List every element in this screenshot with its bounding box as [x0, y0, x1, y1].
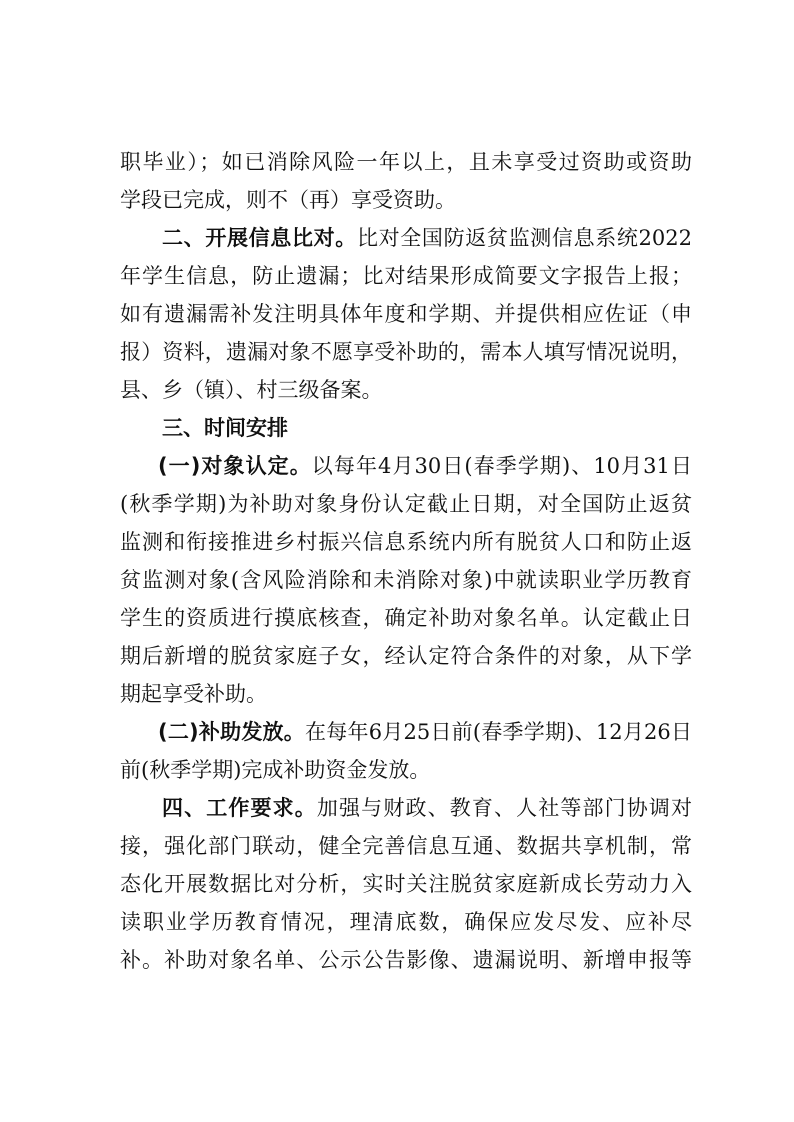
- paragraph-line: [120, 147, 692, 177]
- paragraph-line: [120, 489, 692, 519]
- paragraph-line: [120, 641, 692, 671]
- line-text: 态化开展数据比对分析，实时关注脱贫家庭新成长劳动力入: [120, 872, 692, 896]
- line-text: 前(秋季学期)完成补助资金发放。: [120, 758, 431, 782]
- line-text: 接，强化部门联动，健全完善信息互通、数据共享机制，常: [120, 834, 692, 858]
- paragraph-line: [162, 413, 692, 443]
- line-text: 比对全国防返贫监测信息系统2022: [356, 226, 692, 250]
- line-text: 贫监测对象(含风险消除和未消除对象)中就读职业学历教育: [120, 568, 692, 592]
- subsection-heading: (二)补助发放。: [158, 720, 306, 744]
- paragraph-line: [158, 717, 692, 747]
- paragraph-line: [120, 755, 692, 785]
- line-text: 加强与财政、教育、人社等部门协调对: [316, 796, 692, 820]
- line-text: 以每年4月30日(春季学期)、10月31日: [311, 454, 692, 478]
- line-text: 县、乡（镇）、村三级备案。: [120, 378, 383, 402]
- line-text: 如有遗漏需补发注明具体年度和学期、并提供相应佐证（申: [120, 302, 692, 326]
- paragraph-line: [120, 299, 692, 329]
- line-text: 补。补助对象名单、公示公告影像、遗漏说明、新增申报等: [120, 948, 692, 972]
- section-heading: 三、时间安排: [162, 416, 288, 440]
- paragraph-line: [120, 831, 692, 861]
- subsection-heading: (一)对象认定。: [158, 454, 312, 478]
- line-text: 学生的资质进行摸底核查，确定补助对象名单。认定截止日: [120, 606, 692, 630]
- section-heading: 四、工作要求。: [162, 796, 317, 820]
- paragraph-line: [162, 223, 692, 253]
- paragraph-line: [120, 185, 692, 215]
- paragraph-line: [120, 679, 692, 709]
- paragraph-line: [120, 337, 692, 367]
- line-text: 年学生信息，防止遗漏；比对结果形成简要文字报告上报；: [120, 264, 692, 288]
- line-text: (秋季学期)为补助对象身份认定截止日期，对全国防止返贫: [120, 492, 692, 516]
- paragraph-line: [120, 527, 692, 557]
- line-text: 期后新增的脱贫家庭子女，经认定符合条件的对象，从下学: [120, 644, 692, 668]
- paragraph-line: [120, 907, 692, 937]
- line-text: 在每年6月25日前(春季学期)、12月26日: [305, 720, 692, 744]
- paragraph-line: [158, 451, 692, 481]
- line-text: 职毕业）；如已消除风险一年以上，且未享受过资助或资助: [120, 150, 692, 174]
- line-text: 报）资料，遗漏对象不愿享受补助的，需本人填写情况说明，: [120, 340, 692, 364]
- line-text: 读职业学历教育情况，理清底数，确保应发尽发、应补尽: [120, 910, 692, 934]
- line-text: 期起享受补助。: [120, 682, 267, 706]
- line-text: 学段已完成，则不（再）享受资助。: [120, 188, 456, 212]
- section-heading: 二、开展信息比对。: [162, 226, 357, 250]
- paragraph-line: [120, 261, 692, 291]
- paragraph-line: [120, 945, 692, 975]
- paragraph-line: [162, 793, 692, 823]
- paragraph-line: [120, 565, 692, 595]
- paragraph-line: [120, 375, 692, 405]
- paragraph-line: [120, 869, 692, 899]
- paragraph-line: [120, 603, 692, 633]
- line-text: 监测和衔接推进乡村振兴信息系统内所有脱贫人口和防止返: [120, 530, 692, 554]
